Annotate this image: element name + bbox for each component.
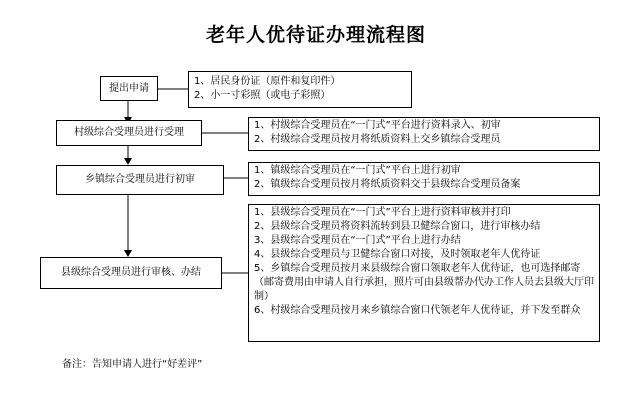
detail-line: 2、小一寸彩照（或电子彩照） [194,90,331,101]
stage-label: 提出申请 [109,82,149,94]
stage-label: 村级综合受理员进行受理 [74,127,184,138]
detail-line: 3、县级综合受理员在“一门式”平台上进行办结 [254,235,461,246]
detail-line: 1、村级综合受理员在“一门式”平台进行资料录入、初审 [254,120,501,131]
detail-line: 2、镇级综合受理员按月将纸质资料交于县级综合受理员备案 [254,179,521,190]
page-title: 老年人优待证办理流程图 [205,24,426,46]
detail-line: 5、乡镇综合受理员按月来县级综合窗口领取老年人优待证，也可选择邮寄（邮寄费用由申请人自行承担，照片可由县级帮办代办工作人员去县级大厅印制） [254,263,594,302]
stage-label: 县级综合受理员进行审核、办结 [61,267,201,278]
detail-line: 1、居民身份证（原件和复印件） [194,76,341,87]
stage-township-preliminary-review [56,165,224,195]
stage-county-review-completion [40,257,222,289]
detail-line: 4、县级综合受理员与卫健综合窗口对接，及时领取老年人优待证 [254,249,541,260]
stage-2-details [248,117,600,151]
stage-1-requirements [188,71,412,108]
detail-line: 2、村级综合受理员按月将纸质资料上交乡镇综合受理员 [254,134,501,145]
stage-3-details [248,162,600,196]
footnote: 备注：告知申请人进行“好差评” [62,359,203,370]
stage-village-acceptance [56,120,202,146]
arrowhead-2-3 [124,158,132,165]
stage-submit-application [100,76,158,101]
stage-4-details [248,204,600,342]
detail-line: 2、县级综合受理员将资料流转到县卫健综合窗口，进行审核办结 [254,221,541,232]
arrowhead-3-4 [124,250,132,257]
detail-line: 6、村级综合受理员按月来乡镇综合窗口代领老年人优待证，并下发至群众 [254,305,581,316]
detail-line: 1、县级综合受理员在“一门式”平台上进行资料审核并打印 [254,207,511,218]
stage-label: 乡镇综合受理员进行初审 [85,174,195,185]
detail-line: 1、镇级综合受理员在“一门式”平台上进行初审 [254,165,461,176]
